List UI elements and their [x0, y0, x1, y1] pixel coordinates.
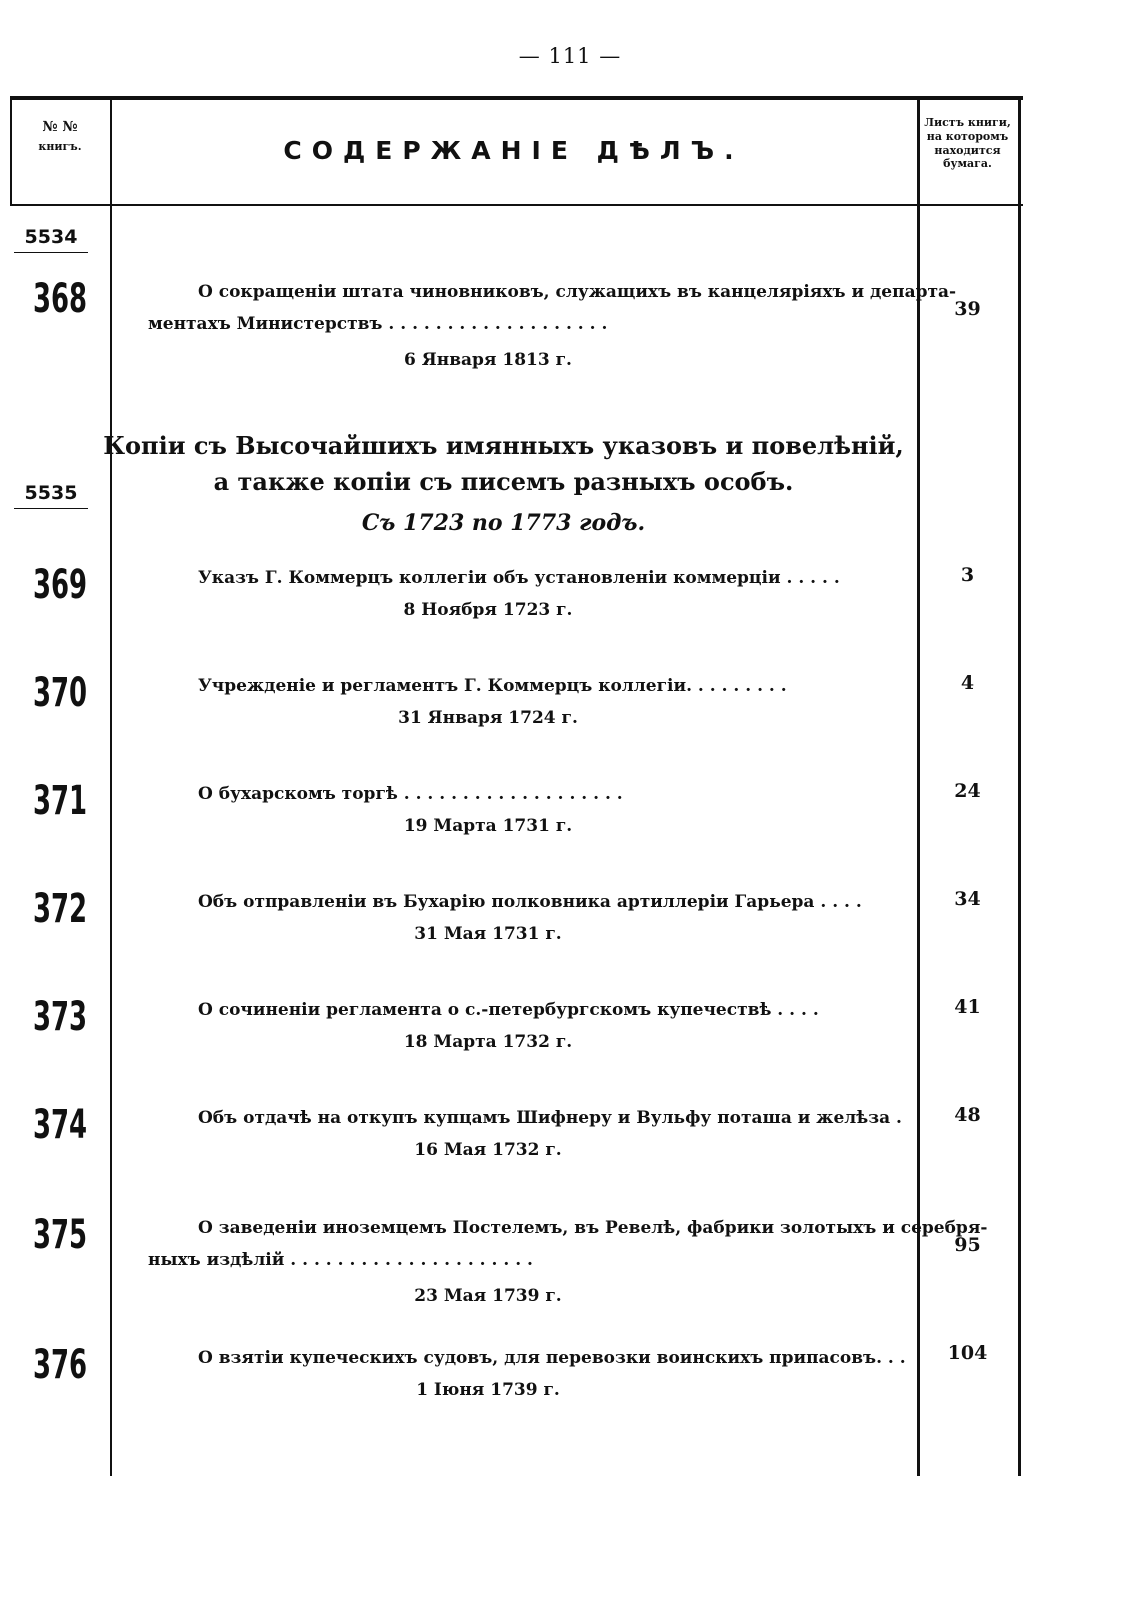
header-sheet-line: Листъ книги, — [924, 116, 1011, 129]
book-number: 5535 — [14, 482, 88, 509]
entry-text — [148, 1102, 908, 1166]
entry-line: О взятіи купеческихъ судовъ, для перевозки воинскихъ припасовъ. . . — [198, 1348, 906, 1368]
header-num-sign: № № — [42, 119, 78, 135]
entry-number: 374 — [32, 1102, 88, 1148]
entry-sheet: 95 — [954, 1234, 981, 1256]
entry-date: 19 Марта 1731 г. — [403, 816, 573, 836]
book-number: 5534 — [14, 226, 88, 253]
entry-sheet: 48 — [954, 1104, 981, 1126]
entry-text — [148, 276, 957, 376]
entry-date: 18 Марта 1732 г. — [403, 1032, 573, 1052]
entry-line: О бухарскомъ торгѣ . . . . . . . . . . . . . . . . . . . — [198, 784, 623, 804]
entry-line: ныхъ издѣлій . . . . . . . . . . . . . . . . . . . . . — [148, 1250, 533, 1270]
header-sheet-line: находится — [934, 143, 1001, 157]
entry-text — [148, 1342, 908, 1406]
entry-number: 369 — [32, 562, 88, 608]
entry-date: 31 Мая 1731 г. — [414, 924, 562, 944]
entry-sheet: 41 — [954, 996, 981, 1018]
header-num-label: книгъ. — [38, 140, 82, 154]
entry-number: 368 — [32, 276, 88, 322]
right-border — [1018, 96, 1021, 1476]
entry-text — [148, 562, 908, 626]
entry-number: 375 — [32, 1212, 88, 1258]
entry-line: Учрежденіе и регламентъ Г. Коммерцъ коллегіи. . . . . . . . . — [198, 676, 787, 696]
entry-date: 6 Января 1813 г. — [404, 350, 572, 370]
entry-sheet: 3 — [960, 564, 975, 586]
entry-date: 23 Мая 1739 г. — [414, 1286, 562, 1306]
header-rule — [10, 204, 1023, 206]
entry-line: Объ отдачѣ на откупъ купцамъ Шифнеру и Вульфу поташа и желѣза . — [198, 1108, 902, 1128]
entry-line: ментахъ Министерствъ . . . . . . . . . . . . . . . . . . . — [148, 314, 608, 334]
entry-text — [148, 886, 908, 950]
header-sheet — [917, 116, 1018, 171]
entry-text — [148, 994, 908, 1058]
entry-number: 376 — [32, 1342, 88, 1388]
header-sheet-line: бумага. — [943, 157, 992, 171]
entry-line: Объ отправленіи въ Бухарію полковника артиллеріи Гарьера . . . . — [198, 892, 862, 912]
entry-line: О сокращеніи штата чиновниковъ, служащихъ въ канцеляріяхъ и департа- — [198, 282, 957, 302]
entry-text — [148, 670, 908, 734]
section-period: Съ 1723 по 1773 годъ. — [361, 510, 646, 536]
column-divider-1 — [110, 96, 112, 1476]
entry-sheet: 39 — [954, 298, 981, 320]
entry-date: 8 Ноября 1723 г. — [403, 600, 573, 620]
section-title-line: а также копіи съ писемъ разныхъ особъ. — [213, 467, 794, 496]
section-title-line: Копіи съ Высочайшихъ имянныхъ указовъ и повелѣній, — [103, 431, 904, 460]
entry-sheet: 24 — [954, 780, 981, 802]
entry-number: 370 — [32, 670, 88, 716]
entry-sheet: 4 — [960, 672, 975, 694]
top-rule — [10, 96, 1023, 100]
entry-date: 16 Мая 1732 г. — [414, 1140, 562, 1160]
entry-number: 371 — [32, 778, 88, 824]
entry-text — [148, 778, 908, 842]
entry-sheet: 104 — [947, 1342, 988, 1364]
entry-number: 373 — [32, 994, 88, 1040]
entry-line: О заведеніи иноземцемъ Постелемъ, въ Ревелѣ, фабрики золотыхъ и серебря- — [198, 1218, 988, 1238]
header-content-title: СОДЕРЖАНІЕ ДѢЛЪ. — [283, 136, 744, 165]
entry-date: 1 Іюня 1739 г. — [416, 1380, 560, 1400]
entry-number: 372 — [32, 886, 88, 932]
entry-sheet: 34 — [954, 888, 981, 910]
header-book-numbers — [10, 116, 110, 156]
entry-date: 31 Января 1724 г. — [398, 708, 578, 728]
entry-line: О сочиненіи регламента о с.-петербургскомъ купечествѣ . . . . — [198, 1000, 819, 1020]
section-title — [100, 428, 907, 500]
page-number: — 111 — — [518, 44, 622, 68]
header-sheet-line: на которомъ — [926, 129, 1009, 143]
entry-line: Указъ Г. Коммерцъ коллегіи объ установленіи коммерціи . . . . . — [198, 568, 840, 588]
